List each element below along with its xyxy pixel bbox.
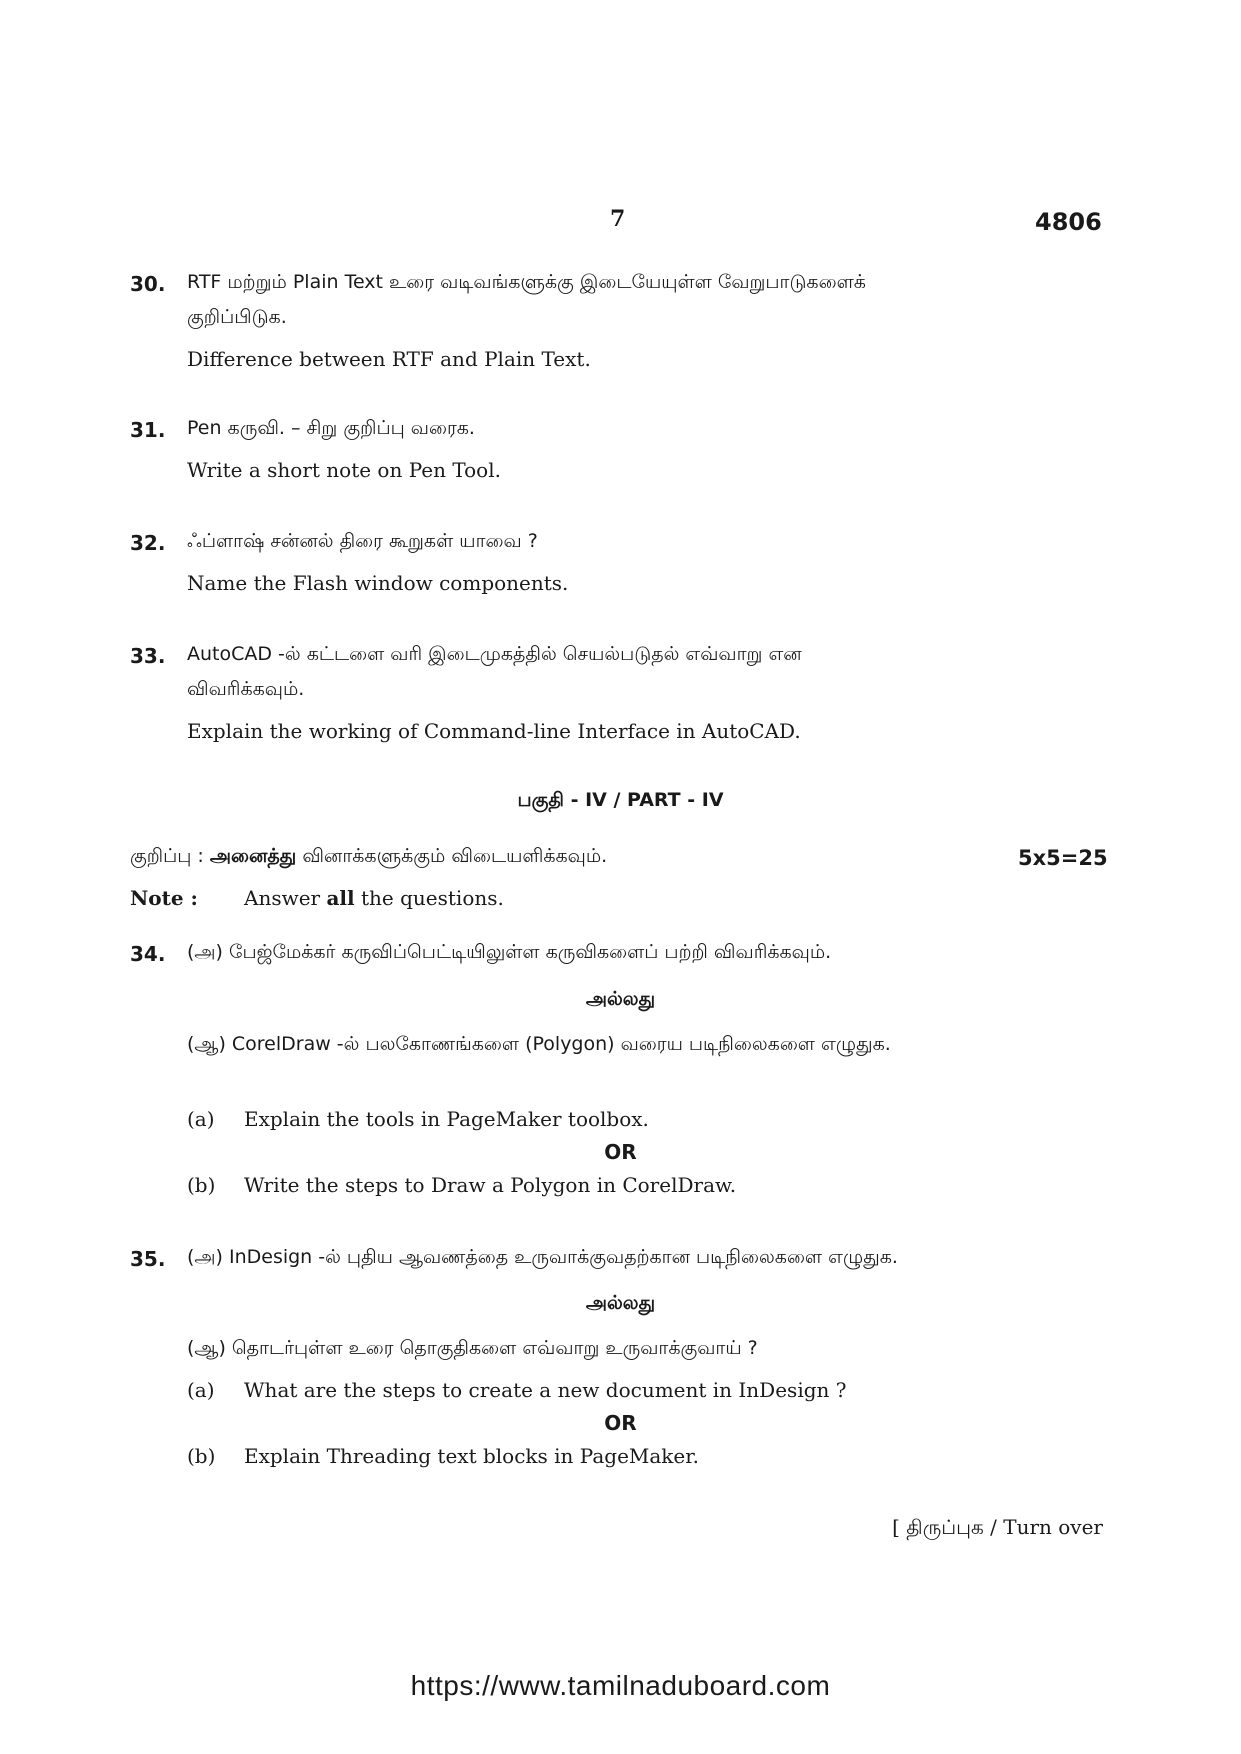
note-post: the questions. — [360, 886, 504, 910]
turn-over: [ திருப்புக / Turn over — [892, 1515, 1103, 1539]
q34-b-english: Write the steps to Draw a Polygon in CorelDraw. — [244, 1173, 737, 1197]
q35-b-label: (b) — [187, 1444, 216, 1468]
note-tamil-bold: அனைத்து — [209, 845, 297, 867]
q31-tamil: Pen கருவி. – சிறு குறிப்பு வரைக. — [187, 417, 475, 439]
question-number-34: 34. — [130, 942, 166, 966]
note-label: Note : — [130, 886, 198, 910]
q30-tamil-line2: குறிப்பிடுக. — [187, 306, 287, 328]
q31-english: Write a short note on Pen Tool. — [187, 458, 501, 482]
q34-b-tamil: (ஆ) CorelDraw -ல் பலகோணங்களை (Polygon) வரைய படிநிலைகளை எழுதுக. — [187, 1033, 891, 1055]
q32-english: Name the Flash window components. — [187, 571, 569, 595]
q34-a-label: (a) — [187, 1107, 215, 1131]
q30-tamil-line1: RTF மற்றும் Plain Text உரை வடிவங்களுக்கு இடையேயுள்ள வேறுபாடுகளைக் — [187, 271, 866, 293]
question-number-31: 31. — [130, 418, 166, 442]
q35-b-english: Explain Threading text blocks in PageMaker. — [244, 1444, 699, 1468]
question-number-33: 33. — [130, 644, 166, 668]
q34-a-english: Explain the tools in PageMaker toolbox. — [244, 1107, 649, 1131]
note-bold: all — [326, 886, 355, 910]
page-number: 7 — [610, 206, 626, 232]
paper-code: 4806 — [1035, 208, 1102, 236]
note-pre: Answer — [244, 886, 321, 910]
q34-a-tamil: (அ) பேஜ்மேக்கர் கருவிப்பெட்டியிலுள்ள கருவிகளைப் பற்றி விவரிக்கவும். — [187, 941, 832, 963]
note-tamil — [130, 845, 607, 870]
q35-a-english: What are the steps to create a new document in InDesign ? — [244, 1378, 847, 1402]
question-number-35: 35. — [130, 1247, 166, 1271]
question-number-30: 30. — [130, 272, 166, 296]
q34-or-english: OR — [604, 1140, 637, 1164]
q34-b-label: (b) — [187, 1173, 216, 1197]
q35-a-tamil: (அ) InDesign -ல் புதிய ஆவணத்தை உருவாக்குவதற்கான படிநிலைகளை எழுதுக. — [187, 1246, 898, 1268]
q35-or-tamil: அல்லது — [585, 1292, 656, 1314]
q34-or-tamil: அல்லது — [585, 988, 656, 1010]
question-number-32: 32. — [130, 531, 166, 555]
q35-b-tamil: (ஆ) தொடர்புள்ள உரை தொகுதிகளை எவ்வாறு உருவாக்குவாய் ? — [187, 1337, 758, 1359]
note-english — [244, 886, 504, 910]
note-tamil-label: குறிப்பு : — [130, 845, 204, 867]
q33-tamil-line2: விவரிக்கவும். — [187, 678, 305, 700]
q33-tamil-line1: AutoCAD -ல் கட்டளை வரி இடைமுகத்தில் செயல்படுதல் எவ்வாறு என — [187, 643, 802, 665]
q35-a-label: (a) — [187, 1378, 215, 1402]
q33-english: Explain the working of Command-line Interface in AutoCAD. — [187, 719, 801, 743]
q35-or-english: OR — [604, 1411, 637, 1435]
note-tamil-rest: வினாக்களுக்கும் விடையளிக்கவும். — [302, 845, 608, 867]
footer-url[interactable]: https://www.tamilnaduboard.com — [410, 1670, 831, 1701]
q30-english: Difference between RTF and Plain Text. — [187, 347, 591, 371]
q32-tamil: ஃப்ளாஷ் சன்னல் திரை கூறுகள் யாவை ? — [187, 530, 538, 552]
marks: 5x5=25 — [1018, 846, 1108, 870]
part-heading: பகுதி - IV / PART - IV — [517, 789, 724, 811]
